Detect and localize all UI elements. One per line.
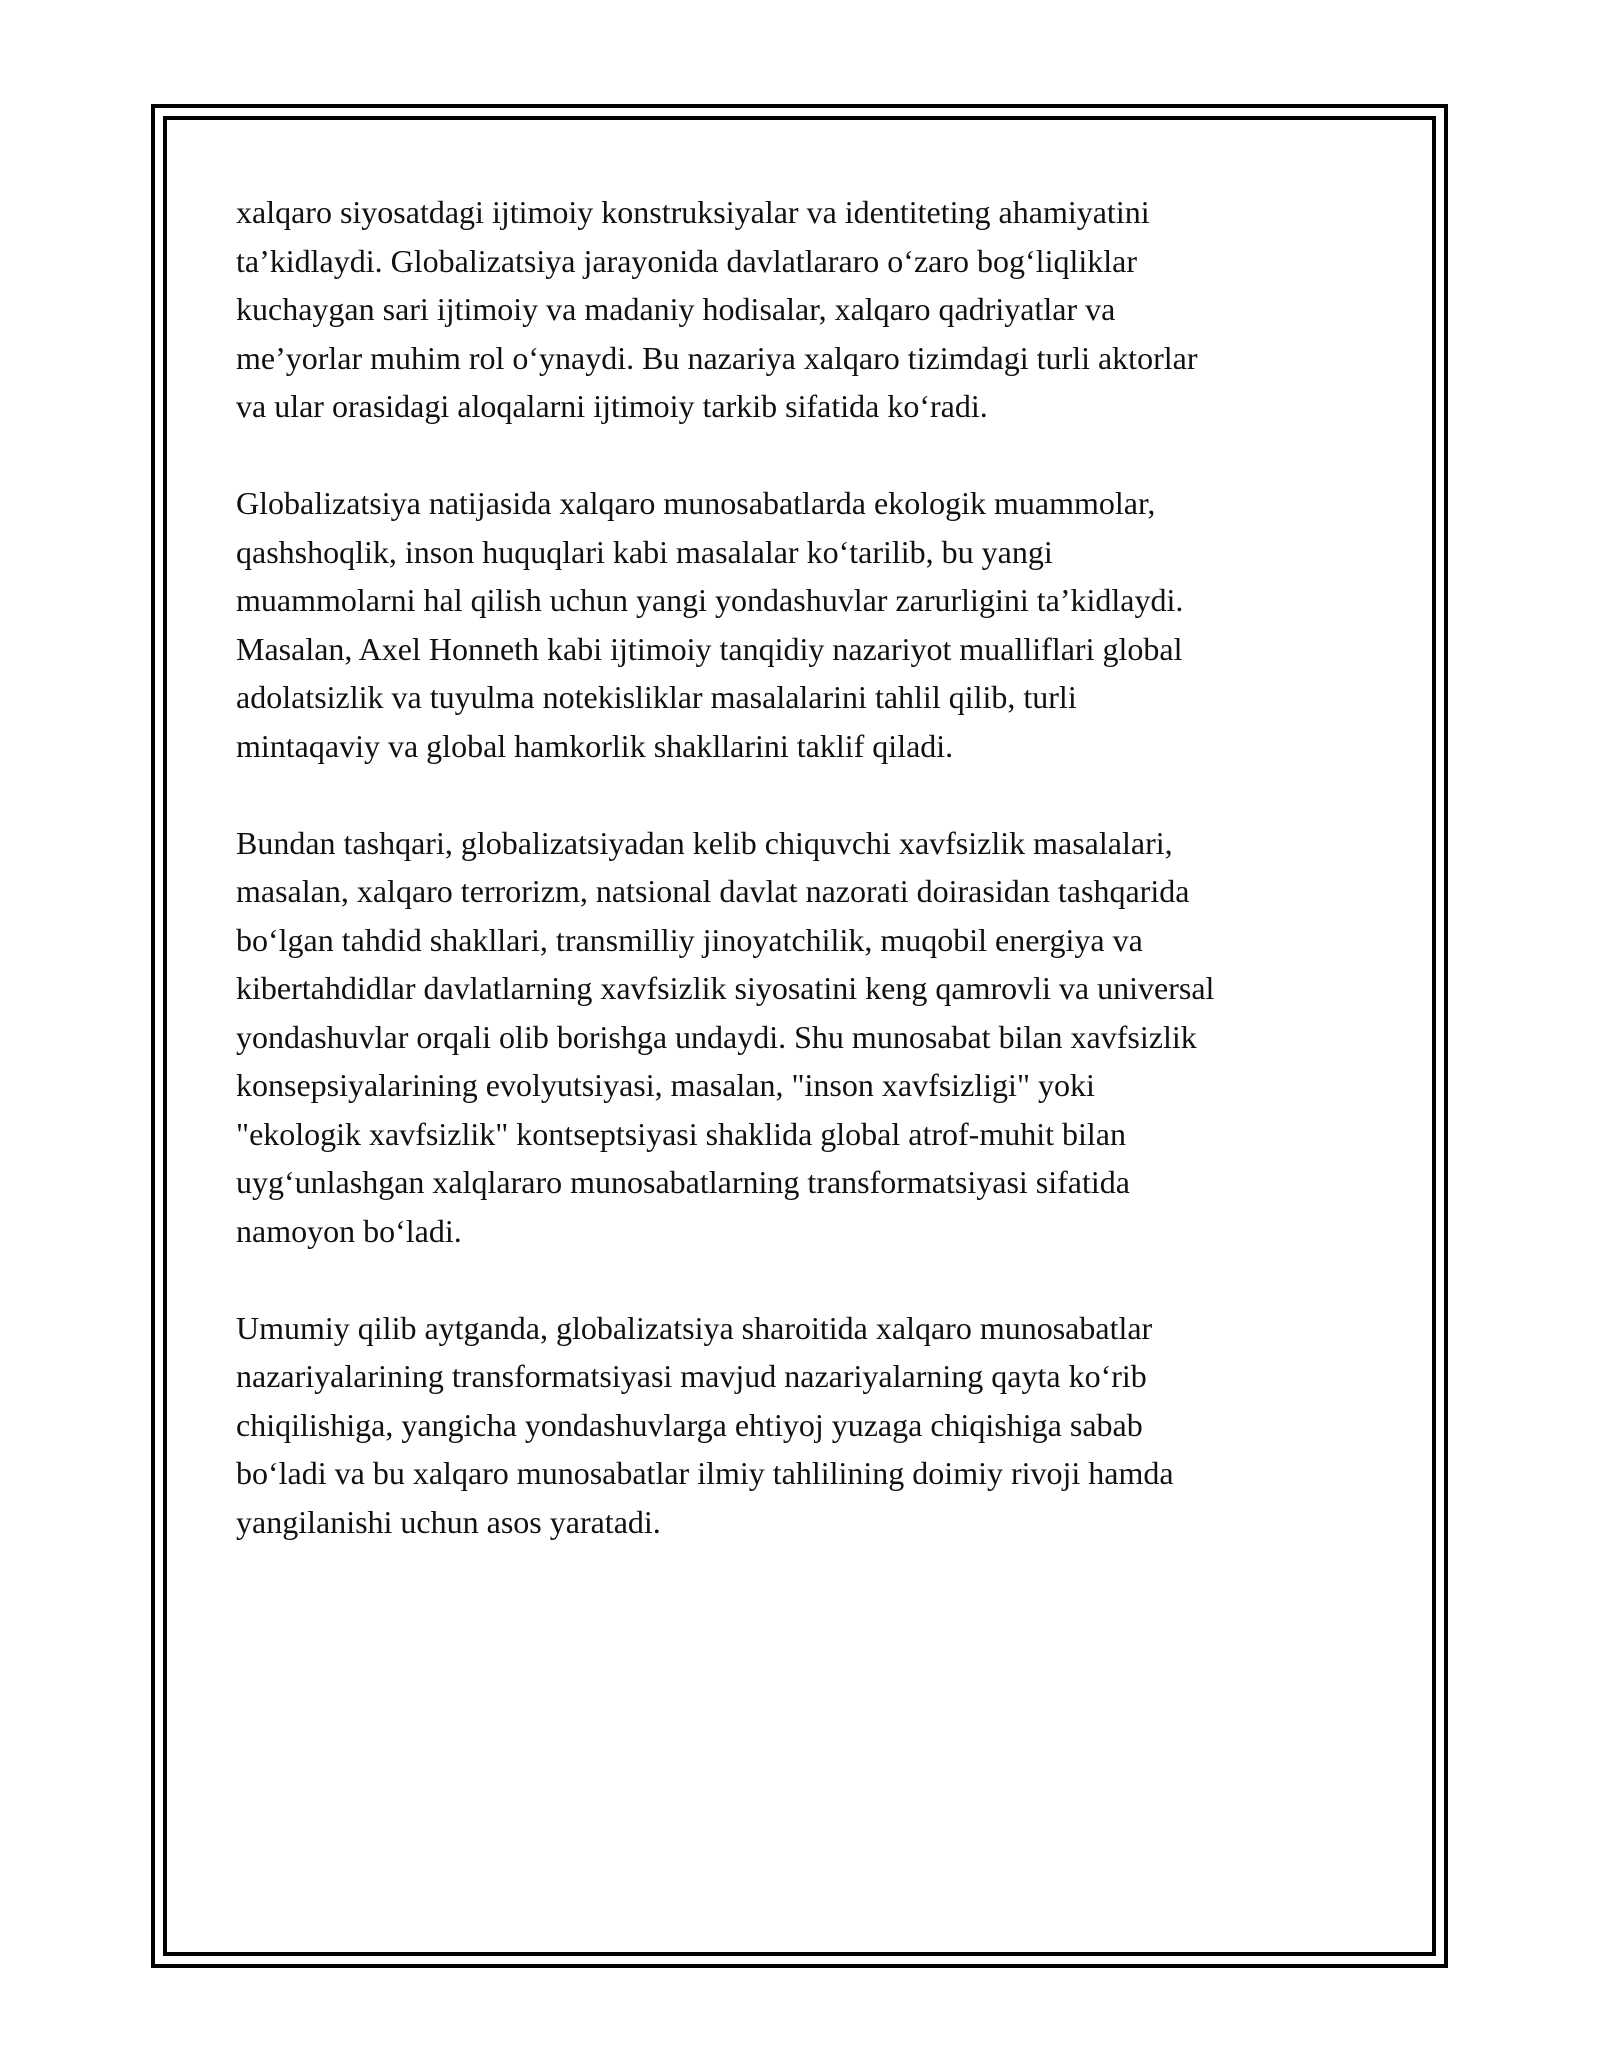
- text-line: chiqilishiga, yangicha yondashuvlarga ehtiyoj yuzaga chiqishiga sabab: [236, 1406, 1143, 1443]
- text-line: yangilanishi uchun asos yaratadi.: [236, 1503, 661, 1540]
- text-line: "ekologik xavfsizlik" kontseptsiyasi shaklida global atrof-muhit bilan: [236, 1115, 1126, 1152]
- paragraph-2: [236, 479, 1376, 770]
- text-line: yondashuvlar orqali olib borishga undaydi. Shu munosabat bilan xavfsizlik: [236, 1018, 1197, 1055]
- text-line: ta’kidlaydi. Globalizatsiya jarayonida davlatlararo oʻzaro bogʻliqliklar: [236, 242, 1137, 279]
- text-line: xalqaro siyosatdagi ijtimoiy konstruksiyalar va identiteting ahamiyatini: [236, 194, 1150, 230]
- text-line: masalan, xalqaro terrorizm, natsional davlat nazorati doirasidan tashqarida: [236, 873, 1190, 909]
- document-body: [236, 188, 1376, 1595]
- text-line: boʻlgan tahdid shakllari, transmilliy jinoyatchilik, muqobil energiya va: [236, 921, 1143, 958]
- paragraph-4: [236, 1304, 1376, 1547]
- text-line: uygʻunlashgan xalqlararo munosabatlarning transformatsiyasi sifatida: [236, 1164, 1130, 1200]
- text-line: namoyon boʻladi.: [236, 1212, 462, 1249]
- text-line: qashshoqlik, inson huquqlari kabi masalalar koʻtarilib, bu yangi: [236, 533, 1053, 570]
- text-line: kibertahdidlar davlatlarning xavfsizlik siyosatini keng qamrovli va universal: [236, 970, 1215, 1006]
- text-line: muammolarni hal qilish uchun yangi yondashuvlar zarurligini ta’kidlaydi.: [236, 582, 1184, 618]
- text-line: va ular orasidagi aloqalarni ijtimoiy tarkib sifatida koʻradi.: [236, 388, 988, 424]
- text-line: Umumiy qilib aytganda, globalizatsiya sharoitida xalqaro munosabatlar: [236, 1309, 1153, 1346]
- text-line: boʻladi va bu xalqaro munosabatlar ilmiy tahlilining doimiy rivoji hamda: [236, 1455, 1174, 1491]
- text-line: nazariyalarining transformatsiyasi mavjud nazariyalarning qayta koʻrib: [236, 1358, 1147, 1394]
- text-line: kuchaygan sari ijtimoiy va madaniy hodisalar, xalqaro qadriyatlar va: [236, 291, 1116, 327]
- text-line: Masalan, Axel Honneth kabi ijtimoiy tanqidiy nazariyot mualliflari global: [236, 630, 1183, 667]
- paragraph-1: [236, 188, 1376, 431]
- paragraph-3: [236, 819, 1376, 1256]
- text-line: Bundan tashqari, globalizatsiyadan kelib chiquvchi xavfsizlik masalalari,: [236, 824, 1173, 861]
- text-line: adolatsizlik va tuyulma notekisliklar masalalarini tahlil qilib, turli: [236, 679, 1077, 715]
- text-line: Globalizatsiya natijasida xalqaro munosabatlarda ekologik muammolar,: [236, 485, 1156, 521]
- text-line: me’yorlar muhim rol oʻynaydi. Bu nazariya xalqaro tizimdagi turli aktorlar: [236, 339, 1198, 376]
- text-line: konsepsiyalarining evolyutsiyasi, masalan, "inson xavfsizligi" yoki: [236, 1067, 1095, 1103]
- text-line: mintaqaviy va global hamkorlik shakllarini taklif qiladi.: [236, 727, 954, 764]
